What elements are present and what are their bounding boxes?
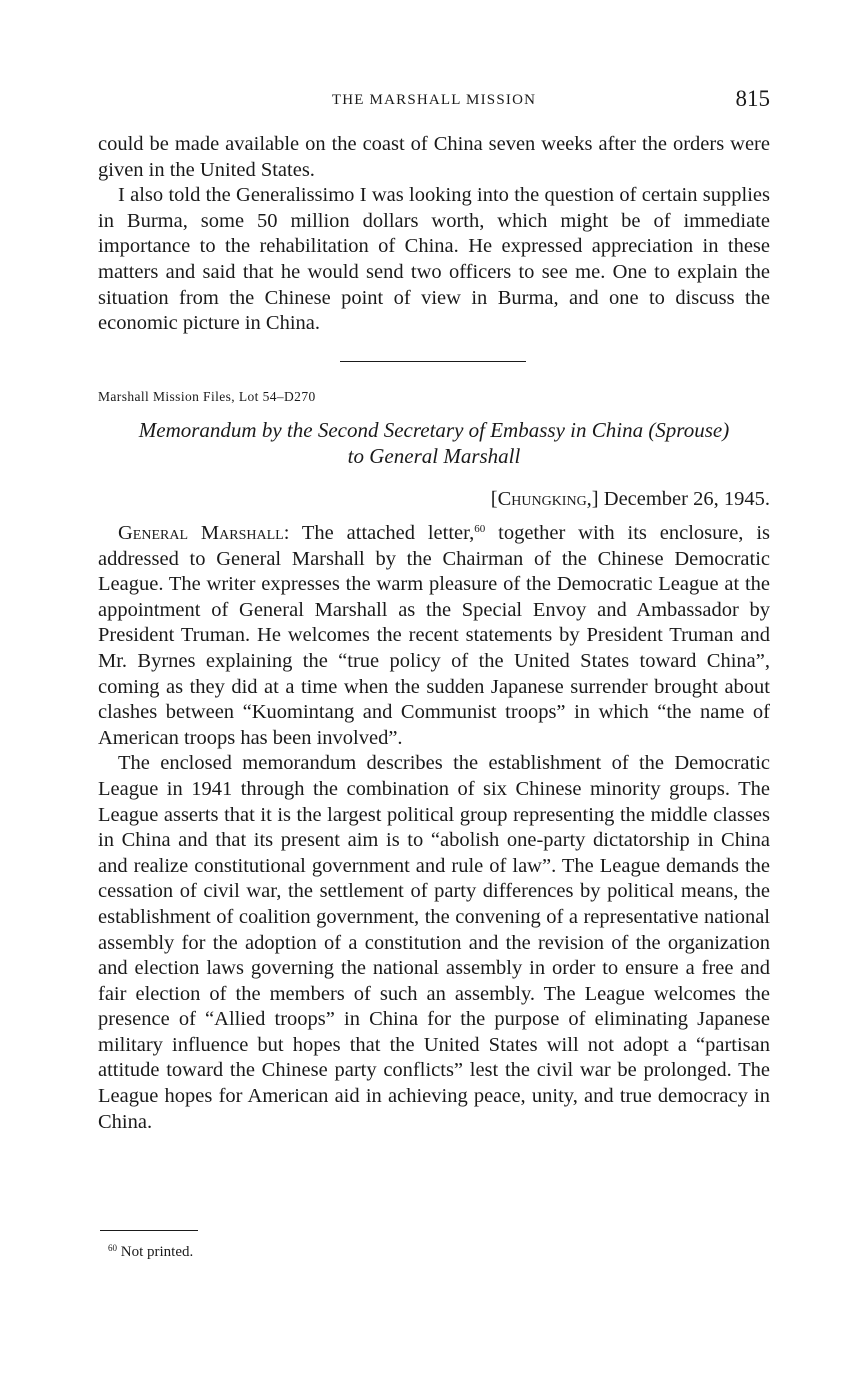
dateline-place: [Chungking,] bbox=[490, 488, 599, 510]
document-title-line-1: Memorandum by the Second Secretary of Embassy in China (Sprouse) bbox=[138, 418, 730, 442]
continuation-text bbox=[98, 132, 770, 337]
continuation-paragraph-1: could be made available on the coast of China seven weeks after the orders were given in the United States. bbox=[98, 133, 770, 181]
section-divider bbox=[340, 361, 526, 362]
footnote-reference[interactable]: 60 bbox=[474, 523, 486, 535]
footnote-rule bbox=[100, 1230, 198, 1231]
dateline-date: December 26, 1945. bbox=[598, 488, 770, 510]
dateline bbox=[491, 488, 770, 511]
page-number: 815 bbox=[735, 86, 770, 111]
document-title bbox=[98, 417, 770, 469]
memorandum-paragraph-2: The enclosed memorandum describes the establishment of the Democratic League in 1941 through the combination of six Chinese minority groups. The League asserts that it is the largest political group representing the middle classes in China and that its present aim is to “abolish one-party dictatorship in China and realize constitutional government and rule of law”. The League demands the cessation of civil war, the settlement of party differences by political means, the establishment of coalition government, the convening of a representative national assembly for the adoption of a constitution and the revision of the organization and election laws governing the national assembly in order to ensure a free and fair election of the members of such an assembly. The League welcomes the presence of “Allied troops” in China for the purpose of eliminating Japanese military influence but hopes that the United States will not adopt a “partisan attitude toward the Chinese party conflicts” lest the civil war be prolonged. The League hopes for American aid in achieving peace, unity, and true democracy in China. bbox=[98, 752, 770, 1133]
memorandum-paragraph-1 bbox=[98, 521, 770, 751]
footnote-text: Not printed. bbox=[117, 1244, 194, 1260]
running-head bbox=[98, 86, 770, 116]
source-citation: Marshall Mission Files, Lot 54–D270 bbox=[98, 389, 316, 404]
continuation-paragraph-2: I also told the Generalissimo I was looking into the question of certain supplies in Burma, some 50 million dollars worth, which might be of immediate importance to the rehabilitation of China. He expressed appreciation in these matters and said that he would send two officers to see me. One to explain the situation from the Chinese point of view in Burma, and one to discuss the economic picture in China. bbox=[98, 184, 770, 335]
salutation: General Marshall: bbox=[118, 522, 290, 544]
document-title-line-2: to General Marshall bbox=[347, 444, 521, 468]
paragraph-1-rest: together with its enclosure, is addressed to General Marshall by the Chairman of the Chinese Democratic League. The writer expresses the warm pleasure of the Democratic League at the appointment of General Marshall as the Special Envoy and Ambassador by President Truman. He welcomes the recent statements by President Truman and Mr. Byrnes explaining the “true policy of the United States toward China”, coming as they did at a time when the sudden Japanese surrender brought about clashes between “Kuomintang and Communist troops” in which “the name of American troops has been involved”. bbox=[98, 522, 770, 749]
memorandum-body bbox=[98, 521, 770, 1135]
running-title: THE MARSHALL MISSION bbox=[331, 92, 537, 108]
paragraph-1-lead: The attached letter, bbox=[289, 522, 475, 544]
footnote-number: 60 bbox=[108, 1243, 117, 1253]
footnote bbox=[108, 1244, 193, 1261]
